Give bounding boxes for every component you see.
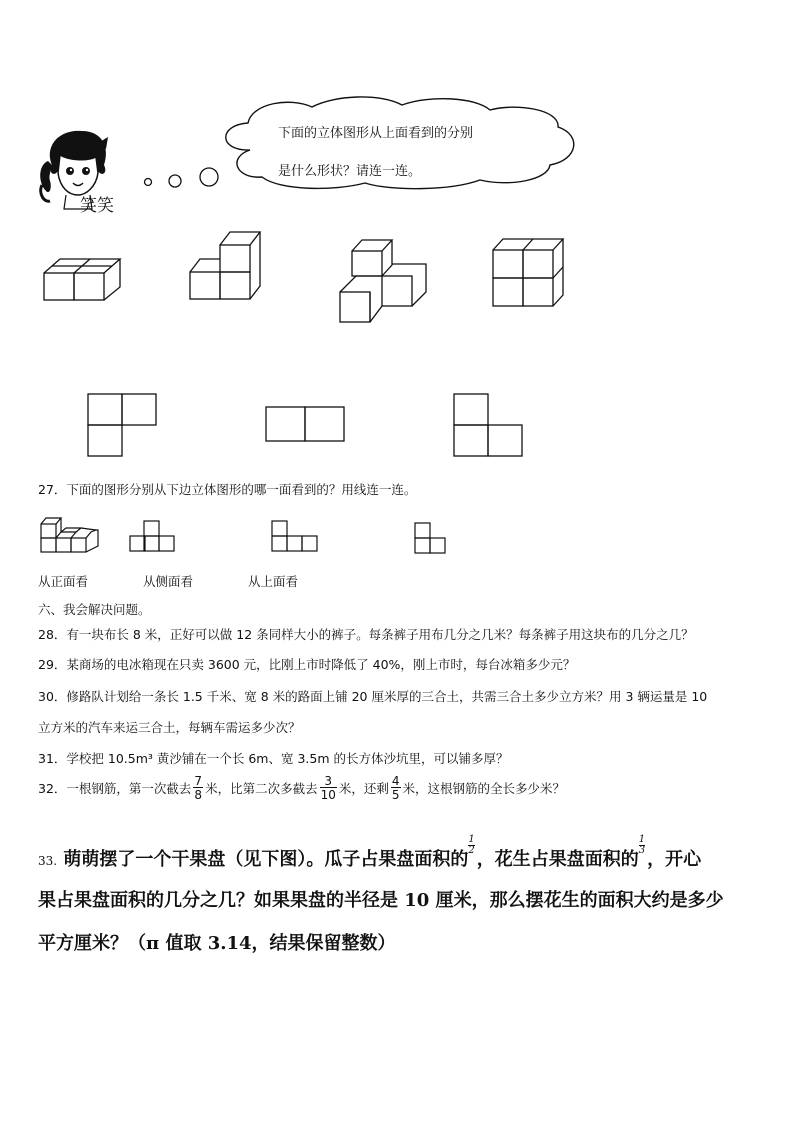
question-30-line-2: 立方米的汽车来运三合土，每辆车需运多少次？ — [38, 720, 301, 735]
q27-label-top: 从上面看 — [248, 574, 299, 589]
question-27-text: 27．下面的图形分别从下边立体图形的哪一面看到的？用线连一连。 — [38, 482, 417, 497]
question-31-text: 31．学校把 10.5m³ 黄沙铺在一个长 6m、宽 3.5m 的长方体沙坑里，可以铺多厚？ — [38, 751, 509, 766]
q33-fraction-2: $\frac{1}{3}$ — [638, 834, 646, 856]
girl-name-label: 笑笑 — [80, 196, 114, 216]
q32-fraction-1: $\frac{7}{8}$ — [194, 774, 203, 802]
solid-figure-2 — [186, 228, 266, 303]
solid-figure-1 — [40, 245, 130, 305]
q33-part-3: ，开心 — [647, 849, 702, 870]
solid-figure-3 — [336, 236, 431, 326]
q32-fraction-3: $\frac{4}{5}$ — [391, 774, 400, 802]
q32-fraction-2: $\frac{3}{10}$ — [320, 774, 336, 802]
speech-line-1: 下面的立体图形从上面看到的分别 — [278, 126, 474, 141]
q27-view-1 — [128, 519, 178, 555]
question-33-line-2: 果占果盘面积的几分之几？如果果盘的半径是 10 厘米，那么摆花生的面积大约是多少 — [38, 890, 724, 911]
q33-part-1: 萌萌摆了一个干果盘（见下图）。瓜子占果盘面积的 — [63, 849, 469, 870]
q33-number: 33. — [38, 854, 58, 868]
q32-part-2: 米，比第二次多截去 — [205, 781, 318, 796]
question-33-line-3: 平方厘米？（π 值取 3.14，结果保留整数） — [38, 933, 396, 954]
question-32 — [38, 775, 565, 801]
question-30-line-1: 30．修路队计划给一条长 1.5 千米、宽 8 米的路面上铺 20 厘米厚的三合土，共需三合土多少立方米？用 3 辆运量是 10 — [38, 689, 708, 704]
thought-cloud — [130, 95, 590, 195]
q32-part-4: 米，这根钢筋的全长多少米？ — [402, 781, 566, 796]
thought-cloud-shape — [130, 95, 590, 195]
q27-label-front: 从正面看 — [38, 574, 89, 589]
q33-part-2: ，花生占果盘面积的 — [476, 849, 639, 870]
section-6-title: 六、我会解决问题。 — [38, 602, 151, 617]
q27-label-side: 从侧面看 — [143, 574, 194, 589]
q27-view-2 — [270, 519, 322, 555]
solid-figure-4 — [490, 236, 570, 311]
q27-view-3 — [413, 521, 449, 561]
question-33-line-1 — [38, 834, 702, 871]
view-shape-1 — [86, 392, 158, 458]
view-shape-3 — [452, 392, 524, 458]
question-28-text: 28．有一块布长 8 米，正好可以做 12 条同样大小的裤子。每条裤子用布几分之几米？每条裤子用这块布的几分之几？ — [38, 627, 694, 642]
view-shape-2 — [264, 405, 346, 443]
q33-fraction-1: $\frac{1}{2}$ — [468, 834, 475, 856]
speech-line-2: 是什么形状？请连一连。 — [278, 164, 422, 179]
q27-solid-figure — [38, 512, 102, 556]
question-29-text: 29．某商场的电冰箱现在只卖 3600 元，比刚上市时降低了 40%，刚上市时，每台冰箱多少元？ — [38, 657, 576, 672]
q32-part-1: 32．一根钢筋，第一次截去 — [38, 781, 192, 796]
q32-part-3: 米，还剩 — [338, 781, 389, 796]
